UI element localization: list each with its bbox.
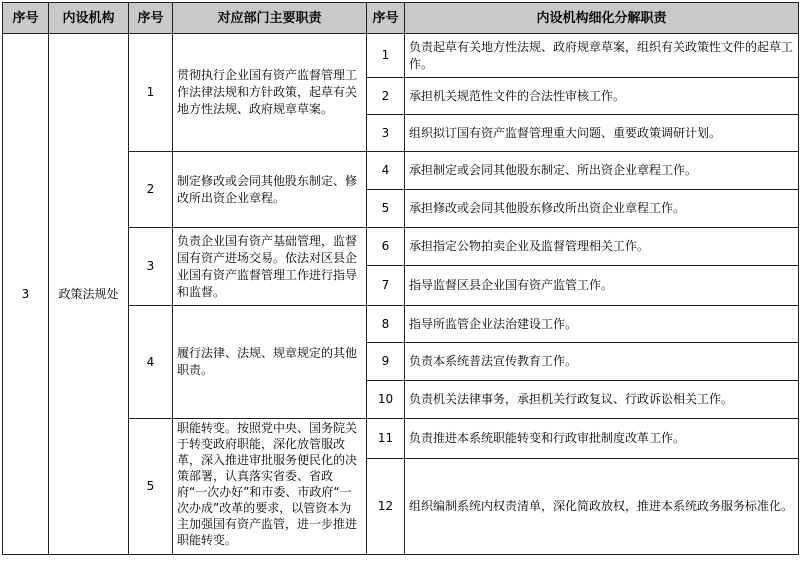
detail-seq: 6 bbox=[367, 228, 405, 266]
detail-text: 承担制定或会同其他股东制定、所出资企业章程工作。 bbox=[405, 152, 799, 190]
duty-table bbox=[2, 2, 799, 555]
org-name: 政策法规处 bbox=[49, 34, 129, 555]
detail-text: 承担修改或会同其他股东修改所出资企业章程工作。 bbox=[405, 190, 799, 228]
table-row bbox=[3, 34, 799, 78]
duty-text: 履行法律、法规、规章规定的其他职责。 bbox=[173, 306, 367, 419]
detail-seq: 12 bbox=[367, 459, 405, 555]
detail-seq: 1 bbox=[367, 34, 405, 78]
detail-seq: 9 bbox=[367, 343, 405, 381]
detail-seq: 8 bbox=[367, 306, 405, 343]
duty-text: 负责企业国有资产基础管理，监督国有资产进场交易。依法对区县企业国有资产监督管理工作进行指导和监督。 bbox=[173, 228, 367, 306]
header-seq: 序号 bbox=[3, 3, 49, 34]
duty-seq: 5 bbox=[129, 419, 173, 555]
org-seq: 3 bbox=[3, 34, 49, 555]
detail-seq: 7 bbox=[367, 266, 405, 306]
detail-seq: 10 bbox=[367, 381, 405, 419]
detail-text: 承担机关规范性文件的合法性审核工作。 bbox=[405, 78, 799, 115]
detail-seq: 4 bbox=[367, 152, 405, 190]
detail-seq: 2 bbox=[367, 78, 405, 115]
header-org: 内设机构 bbox=[49, 3, 129, 34]
duty-seq: 1 bbox=[129, 34, 173, 152]
header-detail: 内设机构细化分解职责 bbox=[405, 3, 799, 34]
detail-text: 承担指定公物拍卖企业及监督管理相关工作。 bbox=[405, 228, 799, 266]
detail-text: 负责推进本系统职能转变和行政审批制度改革工作。 bbox=[405, 419, 799, 459]
detail-text: 指导监督区县企业国有资产监管工作。 bbox=[405, 266, 799, 306]
detail-text: 组织拟订国有资产监督管理重大问题、重要政策调研计划。 bbox=[405, 115, 799, 152]
detail-seq: 11 bbox=[367, 419, 405, 459]
duty-seq: 2 bbox=[129, 152, 173, 228]
duty-seq: 3 bbox=[129, 228, 173, 306]
detail-seq: 5 bbox=[367, 190, 405, 228]
duty-text: 贯彻执行企业国有资产监督管理工作法律法规和方针政策，起草有关地方性法规、政府规章草案。 bbox=[173, 34, 367, 152]
detail-text: 负责本系统普法宣传教育工作。 bbox=[405, 343, 799, 381]
duty-text: 职能转变。按照党中央、国务院关于转变政府职能，深化放管服改革，深入推进审批服务便民化的决策部署，认真落实省委、省政府“一次办好”和市委、市政府“一次办成”改革的要求，以管资本为主加强国有资产监管，进一步推进职能转变。 bbox=[173, 419, 367, 555]
duty-text: 制定修改或会同其他股东制定、修改所出资企业章程。 bbox=[173, 152, 367, 228]
detail-text: 组织编制系统内权责清单，深化简政放权，推进本系统政务服务标准化。 bbox=[405, 459, 799, 555]
header-duty: 对应部门主要职责 bbox=[173, 3, 367, 34]
duty-seq: 4 bbox=[129, 306, 173, 419]
detail-text: 指导所监管企业法治建设工作。 bbox=[405, 306, 799, 343]
detail-text: 负责起草有关地方性法规、政府规章草案，组织有关政策性文件的起草工作。 bbox=[405, 34, 799, 78]
detail-text: 负责机关法律事务，承担机关行政复议、行政诉讼相关工作。 bbox=[405, 381, 799, 419]
header-row bbox=[3, 3, 799, 34]
detail-seq: 3 bbox=[367, 115, 405, 152]
header-duty-seq: 序号 bbox=[129, 3, 173, 34]
header-detail-seq: 序号 bbox=[367, 3, 405, 34]
